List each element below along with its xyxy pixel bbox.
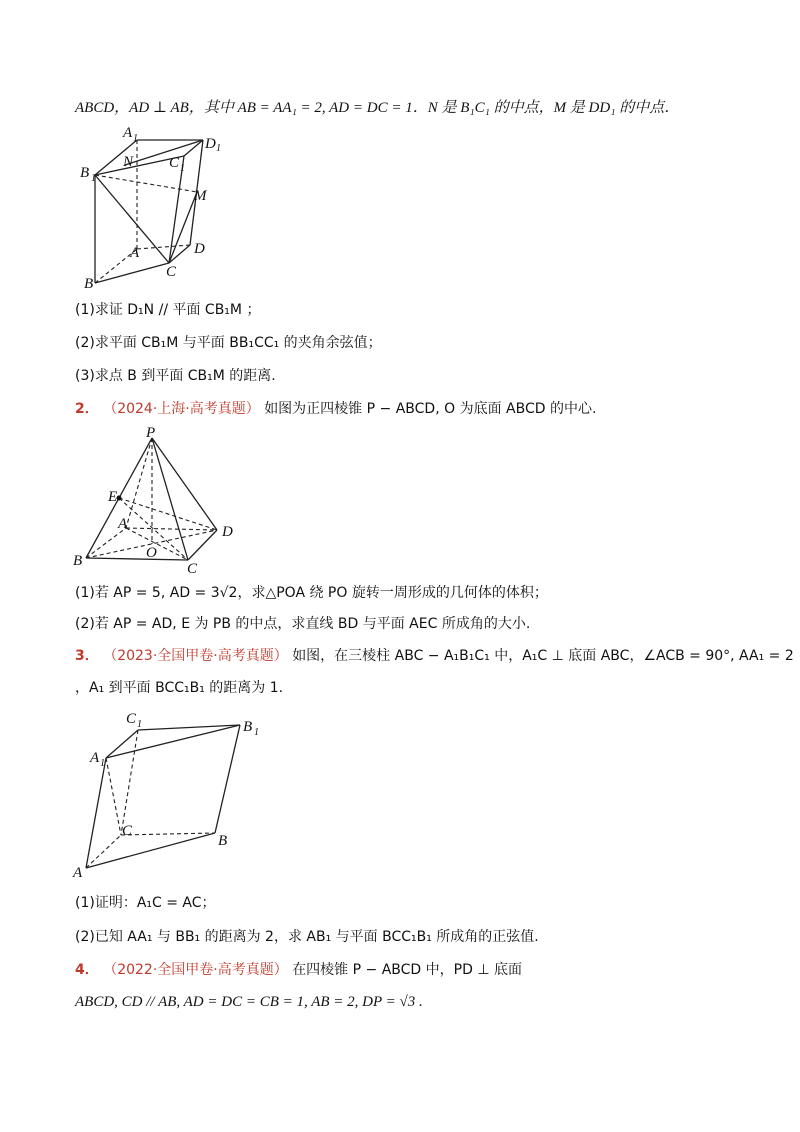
problem-4-stem: 4． （2022·全国甲卷·高考真题） 在四棱锥 P − ABCD 中，PD ⊥ 底面	[75, 962, 522, 978]
label-A1-sub: 1	[100, 758, 105, 769]
label-C1: C	[126, 711, 137, 727]
label-C: C	[122, 823, 133, 839]
label-B1: B	[243, 719, 253, 735]
label-O: O	[146, 545, 157, 561]
label-B: B	[84, 276, 94, 292]
label-C1: C	[169, 155, 180, 171]
label-A: A	[73, 865, 83, 881]
label-B1-sub: 1	[254, 727, 259, 738]
label-P: P	[146, 425, 156, 441]
label-B1: B	[80, 165, 90, 181]
p3-question-1: (1)证明：A₁C = AC；	[75, 895, 216, 911]
label-C1-sub: 1	[137, 719, 142, 730]
problem-3-stem-cont: ，A₁ 到平面 BCC₁B₁ 的距离为 1.	[75, 680, 284, 696]
label-A: A	[130, 245, 140, 261]
p1-question-1: (1)求证 D₁N // 平面 CB₁M ；	[75, 302, 261, 318]
label-B: B	[218, 833, 228, 849]
label-B1-sub: 1	[91, 173, 96, 184]
p1-question-2: (2)求平面 CB₁M 与平面 BB₁CC₁ 的夹角余弦值；	[75, 335, 382, 351]
label-C: C	[187, 561, 198, 577]
problem-2-stem: 2． （2024·上海·高考真题） 如图为正四棱锥 P − ABCD, O 为底面 ABCD 的中心.	[75, 401, 597, 417]
label-D1-sub: 1	[216, 143, 221, 154]
label-D1: D	[205, 136, 216, 152]
label-D: D	[194, 241, 205, 257]
label-B: B	[73, 553, 83, 569]
problem-4-stem-cont: ABCD, CD // AB, AD = DC = CB = 1, AB = 2, DP = √3 .	[75, 994, 423, 1010]
problem-3-stem: 3． （2023·全国甲卷·高考真题） 如图，在三棱柱 ABC − A₁B₁C₁ 中，A₁C ⊥ 底面 ABC，∠ACB = 90°, AA₁ = 2	[75, 648, 794, 664]
problem-1-intro: ABCD，AD ⊥ AB，其中 AB = AA₁ = 2, AD = DC = 1．N 是 B₁C₁ 的中点，M 是 DD₁ 的中点．	[75, 100, 680, 116]
label-A1: A	[90, 750, 100, 766]
label-A: A	[118, 516, 128, 532]
p2-question-2: (2)若 AP = AD, E 为 PB 的中点，求直线 BD 与平面 AEC 所成角的大小.	[75, 616, 531, 632]
label-D: D	[222, 524, 233, 540]
label-C1-sub: 1	[180, 163, 185, 174]
label-A1: A	[123, 125, 133, 141]
figure-2-pyramid	[70, 425, 250, 575]
label-C: C	[166, 264, 177, 280]
p1-question-3: (3)求点 B 到平面 CB₁M 的距离.	[75, 368, 276, 384]
label-M: M	[194, 188, 207, 204]
figure-3-triangular-prism	[70, 705, 270, 885]
label-A1-sub: 1	[133, 133, 138, 144]
label-N: N	[123, 154, 134, 170]
p3-question-2: (2)已知 AA₁ 与 BB₁ 的距离为 2，求 AB₁ 与平面 BCC₁B₁ 所成角的正弦值.	[75, 929, 539, 945]
label-E: E	[108, 489, 118, 505]
figure-1-prism	[70, 120, 230, 290]
p2-question-1: (1)若 AP = 5, AD = 3√2，求△POA 绕 PO 旋转一周形成的几何体的体积；	[75, 585, 548, 601]
